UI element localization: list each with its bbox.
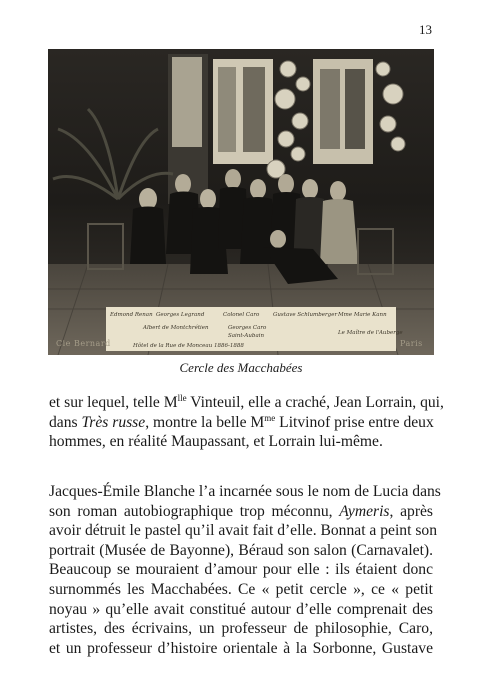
italic-title: Aymeris <box>339 502 390 520</box>
text-line: surnommés les Macchabées. Ce « petit cercle », ce « petit <box>49 580 433 598</box>
photo-handwritten-name: Edmond Renan <box>110 312 153 318</box>
text-span: dans <box>49 413 82 431</box>
photo-handwritten-name: Albert de Montchrétien <box>143 325 209 331</box>
text-line: avoir détruit le pastel qu’il avait fait d’elle. Bonnat a peint son <box>49 522 437 540</box>
text-line <box>49 502 433 522</box>
photo-handwritten-name: Colonel Caro <box>223 312 260 318</box>
page-number: 13 <box>419 22 432 37</box>
photo-stamp-left: Cie Bernard <box>56 339 111 348</box>
photo-handwritten-name: Mme Marie Kann <box>338 312 387 318</box>
text-line: Beaucoup se mouraient d’amour pour elle : ils étaient donc <box>49 561 433 579</box>
text-line: noyau » qu’elle avait constitué autour d’elle comprenait des <box>49 600 433 618</box>
group-photograph <box>48 49 434 355</box>
paragraph-2 <box>49 482 441 658</box>
superscript: lle <box>177 392 187 403</box>
photo-handwritten-name: Le Maître de l'Auberge <box>338 330 403 336</box>
text-span: Vinteuil, elle a craché, Jean Lorrain, qui, <box>186 394 444 411</box>
text-line: artistes, des écrivains, un professeur de philosophie, Caro, <box>49 620 433 638</box>
italic-title: Très russe <box>81 413 146 431</box>
photo-caption: Cercle des Macchabées <box>179 360 303 375</box>
text-line <box>49 413 433 433</box>
text-line: et un professeur d’histoire orientale à la Sorbonne, Gustave <box>49 639 433 657</box>
superscript: me <box>264 412 276 423</box>
text-line <box>49 392 444 413</box>
text-line: Jacques-Émile Blanche l’a incarnée sous le nom de Lucia dans <box>49 483 441 500</box>
photo-handwritten-name: Gustave Schlumberger <box>273 312 338 318</box>
paragraph-1 <box>49 392 444 452</box>
photo-handwritten-name: Georges Legrand <box>156 312 205 318</box>
photo-illustration <box>48 49 434 355</box>
photo-handwritten-footer: Hôtel de la Rue de Monceau 1886-1888 <box>133 343 244 349</box>
photo-handwritten-name: Georges Caro <box>228 325 267 331</box>
text-span: et sur lequel, telle M <box>49 394 178 411</box>
text-span: , montre la belle M <box>145 413 265 431</box>
text-span: son roman autobiographique trop méconnu, <box>49 502 340 520</box>
text-span: , après <box>389 502 434 520</box>
photo-handwritten-name: Saint-Aubain <box>228 333 265 339</box>
photo-stamp-right: Paris <box>400 339 423 348</box>
text-line: portrait (Musée de Bayonne), Béraud son salon (Carnavalet). <box>49 541 433 559</box>
text-span: Litvinof prise entre deux <box>275 413 434 431</box>
text-line: hommes, en réalité Maupassant, et Lorrain lui-même. <box>49 433 383 451</box>
